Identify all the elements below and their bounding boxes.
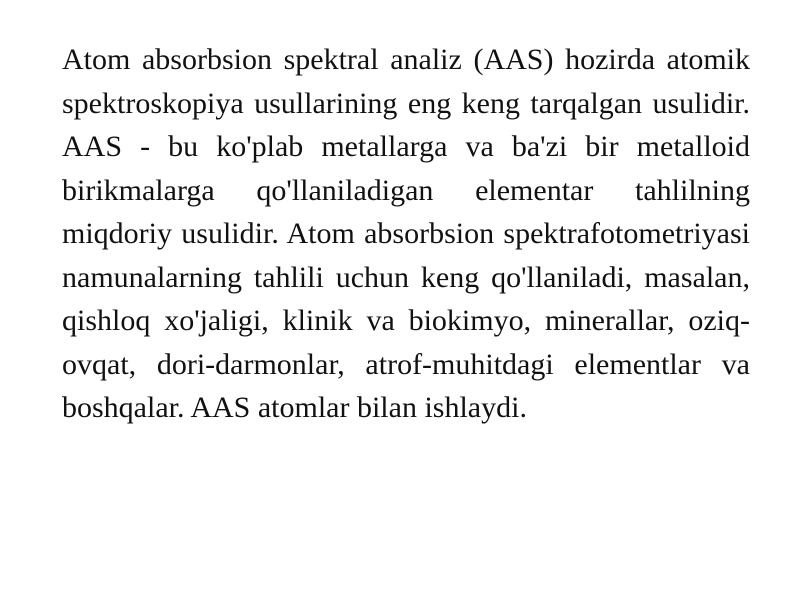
body-paragraph: Atom absorbsion spektral analiz (AAS) hozirda atomik spektroskopiya usullarining eng keng tarqalgan usulidir. AAS - bu ko'plab metallarga va ba'zi bir metalloid birikmalarga qo'llaniladigan elementar tahlilning miqdoriy usulidir. Atom absorbsion spektrafotometriyasi namunalarning tahlili uchun keng qo'llaniladi, masalan, qishloq xo'jaligi, klinik va biokimyo, minerallar, oziq-ovqat, dori-darmonlar, atrof-muhitdagi elementlar va boshqalar. AAS atomlar bilan ishlaydi. — [62, 43, 750, 424]
